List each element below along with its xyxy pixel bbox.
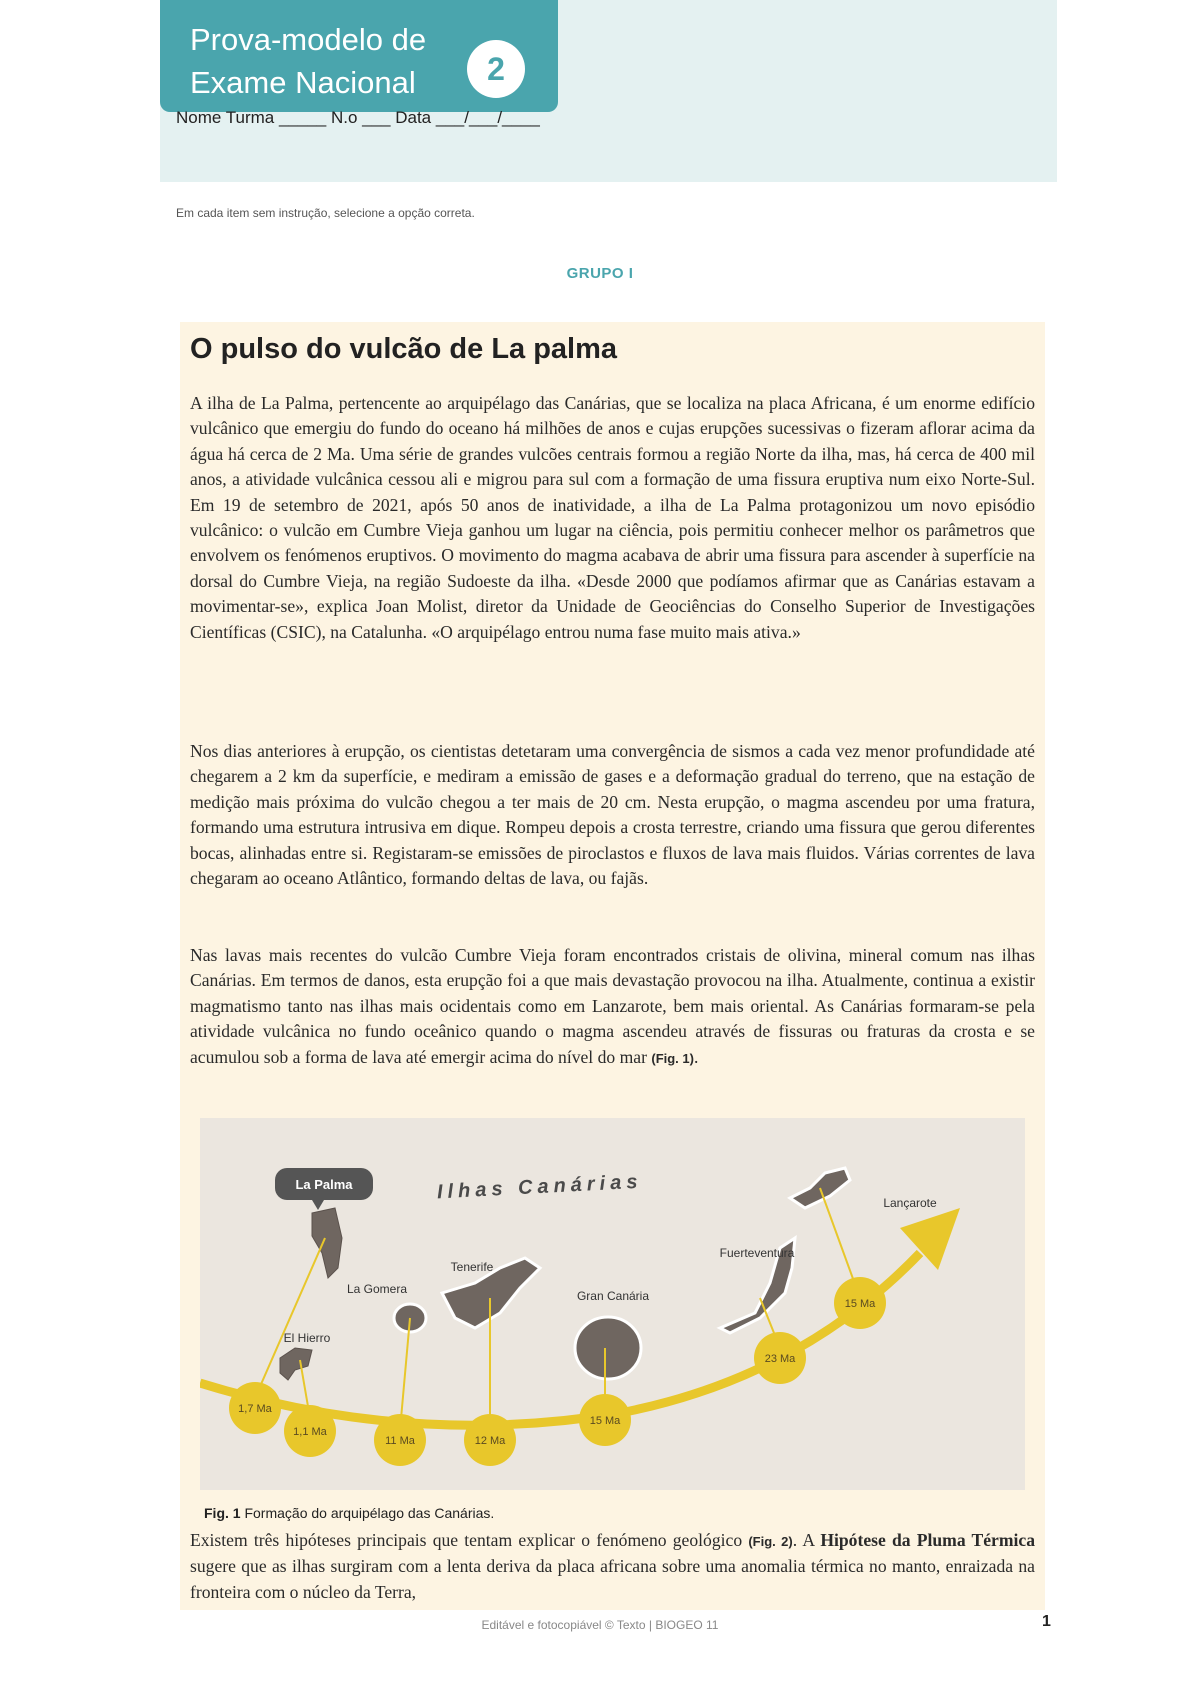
paragraph-3-text: Nas lavas mais recentes do vulcão Cumbre Vieja foram encontrados cristais de olivina, mineral comum nas ilhas Canárias. Em termos de danos, esta erupção foi a que mais devastação provocou na ilha. Atualmente, continua a existir magmatismo tanto nas ilhas mais ocidentais como em Lanzarote, bem mais oriental. As Canárias formaram-se pela atividade vulcânica no fundo oceânico quando o magma ascendeu através de fissuras ou fraturas da crosta e se acumulou sob a forma de lava até emergir acima do nível do mar [190,945,1035,1067]
canary-islands-map [200,1118,1025,1490]
group-title: GRUPO I [566,265,634,282]
exam-number-badge: 2 [467,40,525,98]
footer-text: Editável e fotocopiável © Texto | BIOGEO 11 [481,1618,719,1632]
paragraph-4-mid: . A [792,1530,815,1550]
la-gomera-label: La Gomera [346,1282,408,1296]
lancarote-label: Lançarote [883,1196,937,1210]
age-label-4: 12 Ma [474,1435,506,1447]
article-paragraph-3: Nas lavas mais recentes do vulcão Cumbre Vieja foram encontrados cristais de olivina, mineral comum nas ilhas Canárias. Em termos de danos, esta erupção foi a que mais devastação provocou na ilha. Atualmente, continua a existir magmatismo tanto nas ilhas mais ocidentais como em Lanzarote, bem mais oriental. As Canárias formaram-se pela atividade vulcânica no fundo oceânico quando o magma ascendeu através de fissuras ou fraturas da crosta e se acumulou sob a forma de lava até emergir acima do nível do mar (Fig. 1). [190,945,1035,1067]
instruction-text: Em cada item sem instrução, selecione a opção correta. [176,206,475,220]
gran-canaria-island [575,1317,641,1379]
figure-caption [204,1505,494,1521]
article-paragraph-4 [190,1528,1035,1605]
exam-title [190,18,426,104]
age-label-6: 23 Ma [764,1353,796,1365]
fuerteventura-label: Fuerteventura [719,1246,795,1260]
age-label-5: 15 Ma [589,1415,621,1427]
fig2-reference: (Fig. 2) [748,1534,793,1549]
article-paragraph-1: A ilha de La Palma, pertencente ao arquipélago das Canárias, que se localiza na placa Africana, é um enorme edifício vulcânico que emergiu do fundo do oceano há milhões de anos e cujas erupções sucessivas o fizeram aflorar acima da água há cerca de 2 Ma. Uma série de grandes vulcões centrais formou a região Norte da ilha, mas, há cerca de 400 mil anos, a atividade vulcânica cessou ali e migrou para sul com a formação de uma fissura eruptiva num eixo Norte-Sul. Em 19 de setembro de 2021, após 50 anos de inatividade, a ilha de La Palma protagonizou um novo episódio vulcânico: o vulcão em Cumbre Vieja ganhou um lugar na ciência, pois permitiu conhecer melhor os parâmetros que envolvem os fenómenos eruptivos. O movimento do magma acabava de abrir uma fissura para ascender à superfície na dorsal do Cumbre Vieja, na região Sudoeste da ilha. «Desde 2000 que podíamos afirmar que as Canárias estavam a movimentar-se», explica Joan Molist, diretor da Unidade de Geociências do Conselho Superior de Investigações Científicas (CSIC), na Catalunha. «O arquipélago entrou numa fase muito mais ativa.» [190,393,1035,642]
la-palma-island [312,1208,342,1278]
age-label-3: 11 Ma [385,1435,415,1447]
article-title: O pulso do vulcão de La palma [190,333,618,365]
map-title: Ilhas Canárias [436,1170,643,1204]
paragraph-4-end: sugere que as ilhas surgiram com a lenta deriva da placa africana sobre uma anomalia térmica no manto, enraizada na fronteira com o núcleo da Terra, [190,1556,1035,1602]
paragraph-4-start: Existem três hipóteses principais que tentam explicar o fenómeno geológico [190,1530,743,1550]
page-number: 1 [1042,1613,1051,1630]
age-label-7: 15 Ma [844,1298,876,1310]
caption-label: Fig. 1 [204,1505,241,1521]
age-label-2: 1,1 Ma [293,1426,327,1438]
student-fields: Nome Turma _____ N.o ___ Data ___/___/____ [176,108,540,127]
age-markers [229,1277,886,1466]
map-svg [200,1118,1025,1490]
exam-title-line1: Prova-modelo de [190,22,427,57]
gran-canaria-label: Gran Canária [576,1289,650,1303]
la-palma-label: La Palma [295,1177,353,1192]
el-hierro-label: El Hierro [283,1331,331,1345]
plume-hypothesis-term: Hipótese da Pluma Térmica [820,1530,1036,1550]
line-la-gomera [400,1318,410,1430]
caption-text: Formação do arquipélago das Canárias. [244,1505,495,1521]
el-hierro-island [280,1348,312,1380]
age-label-1: 1,7 Ma [238,1403,272,1415]
la-palma-callout [275,1168,373,1210]
tenerife-label: Tenerife [450,1260,494,1274]
article-paragraph-2: Nos dias anteriores à erupção, os cientistas detetaram uma convergência de sismos a cada vez menor profundidade até chegarem a 2 km da superfície, e mediram a emissão de gases e a deformação gradual do terreno, que na estação de medição mais próxima do vulcão chegou a ter mais de 20 cm. Nesta erupção, o magma ascendeu por uma fratura, formando uma estrutura intrusiva em dique. Rompeu depois a crosta terrestre, criando uma fissura que gerou diferentes bocas, alinhadas entre si. Registaram-se emissões de piroclastos e fluxos de lava mais fluidos. Várias correntes de lava chegaram ao oceano Atlântico, formando deltas de lava, ou fajãs. [190,741,1035,889]
exam-title-line2: Exame Nacional [190,65,416,100]
fig1-reference: (Fig. 1) [651,1050,694,1066]
